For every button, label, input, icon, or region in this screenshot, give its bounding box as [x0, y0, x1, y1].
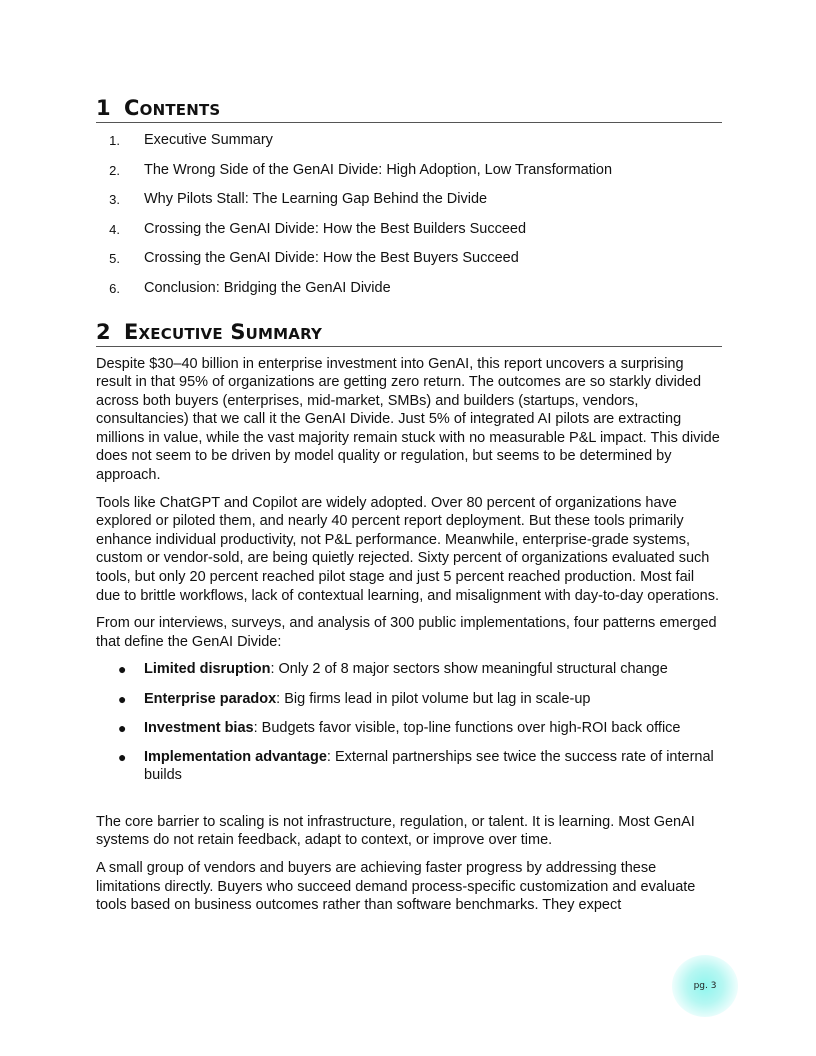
toc-number: 3.	[109, 192, 120, 207]
toc-text[interactable]: Why Pilots Stall: The Learning Gap Behind the Divide	[144, 191, 488, 207]
list-item	[96, 719, 722, 738]
bullet-icon: ●	[118, 748, 127, 765]
page-number-badge	[672, 955, 738, 1017]
summary-paragraph-2: Tools like ChatGPT and Copilot are widely adopted. Over 80 percent of organizations have explored or piloted them, and nearly 40 percent report deployment. But these tools primarily enhance individual productivity, not P&L performance. Meanwhile, enterprise-grade systems, custom or vendor-sold, are being quietly rejected. Sixty percent of organizations evaluated such tools, but only 20 percent reached pilot stage and just 5 percent reached production. Most fail due to brittle workflows, lack of contextual learning, and misalignment with day-to-day operations.	[96, 494, 720, 604]
bullet-icon: ●	[118, 690, 127, 707]
list-item	[96, 660, 722, 679]
bullet-term: Limited disruption	[144, 661, 271, 678]
patterns-list	[96, 660, 722, 784]
toc-text[interactable]: Crossing the GenAI Divide: How the Best Buyers Succeed	[144, 250, 519, 266]
summary-paragraph-4: The core barrier to scaling is not infrastructure, regulation, or talent. It is learning. Most GenAI systems do not retain feedback, adapt to context, or improve over time.	[96, 813, 695, 849]
executive-summary-heading	[96, 320, 722, 347]
toc-number: 5.	[109, 251, 120, 266]
toc-number: 4.	[109, 221, 120, 237]
list-item	[96, 690, 722, 709]
summary-paragraph-1: Despite $30–40 billion in enterprise investment into GenAI, this report uncovers a surprising result in that 95% of organizations are getting zero return. The outcomes are so starkly divided across both buyers (enterprises, mid-market, SMBs) and builders (startups, vendors, consultancies) that we call it the GenAI Divide. Just 5% of integrated AI pilots are extracting millions in value, while the vast majority remain stuck with no measurable P&L impact. This divide does not seem to be driven by model quality or regulation, but seems to be determined by approach.	[96, 355, 720, 484]
bullet-icon: ●	[118, 661, 127, 678]
toc-number: 6.	[109, 280, 120, 296]
toc-text[interactable]: Crossing the GenAI Divide: How the Best Builders Succeed	[144, 220, 527, 237]
section-title: Contents	[124, 96, 221, 120]
list-item	[96, 748, 722, 785]
toc-item[interactable]	[96, 249, 722, 268]
bullet-icon: ●	[118, 719, 127, 736]
bullet-description: : Only 2 of 8 major sectors show meaningful structural change	[270, 661, 668, 678]
toc-item[interactable]	[96, 161, 722, 180]
toc-number: 1.	[109, 133, 120, 148]
section-number: 1	[96, 96, 111, 120]
section-title: Executive Summary	[124, 319, 323, 344]
page-number: pg. 3	[693, 981, 717, 991]
toc-text[interactable]: The Wrong Side of the GenAI Divide: High Adoption, Low Transformation	[144, 161, 613, 178]
bullet-description: : External partnerships see twice the success rate of internal builds	[144, 748, 714, 784]
bullet-description: : Big firms lead in pilot volume but lag in scale-up	[276, 690, 591, 707]
toc-item[interactable]	[96, 220, 722, 239]
section-number: 2	[96, 319, 111, 344]
contents-heading	[96, 96, 722, 123]
bullet-term: Investment bias	[144, 719, 254, 736]
toc-text[interactable]: Conclusion: Bridging the GenAI Divide	[144, 279, 391, 296]
toc-item[interactable]	[96, 131, 722, 150]
contents-list	[96, 131, 722, 298]
toc-text[interactable]: Executive Summary	[144, 132, 273, 148]
document-page	[96, 96, 722, 924]
summary-paragraph-5: A small group of vendors and buyers are achieving faster progress by addressing these limitations directly. Buyers who succeed demand process-specific customization and evaluate tools based on business outcomes rather than software benchmarks. They expect	[96, 860, 696, 914]
toc-number: 2.	[109, 162, 120, 178]
summary-paragraph-3: From our interviews, surveys, and analysis of 300 public implementations, four patterns emerged that define the GenAI Divide:	[96, 615, 717, 650]
bullet-term: Implementation advantage	[144, 748, 327, 765]
bullet-description: : Budgets favor visible, top-line functions over high-ROI back office	[253, 719, 681, 736]
toc-item[interactable]	[96, 190, 722, 209]
bullet-term: Enterprise paradox	[144, 690, 277, 707]
toc-item[interactable]	[96, 279, 722, 298]
